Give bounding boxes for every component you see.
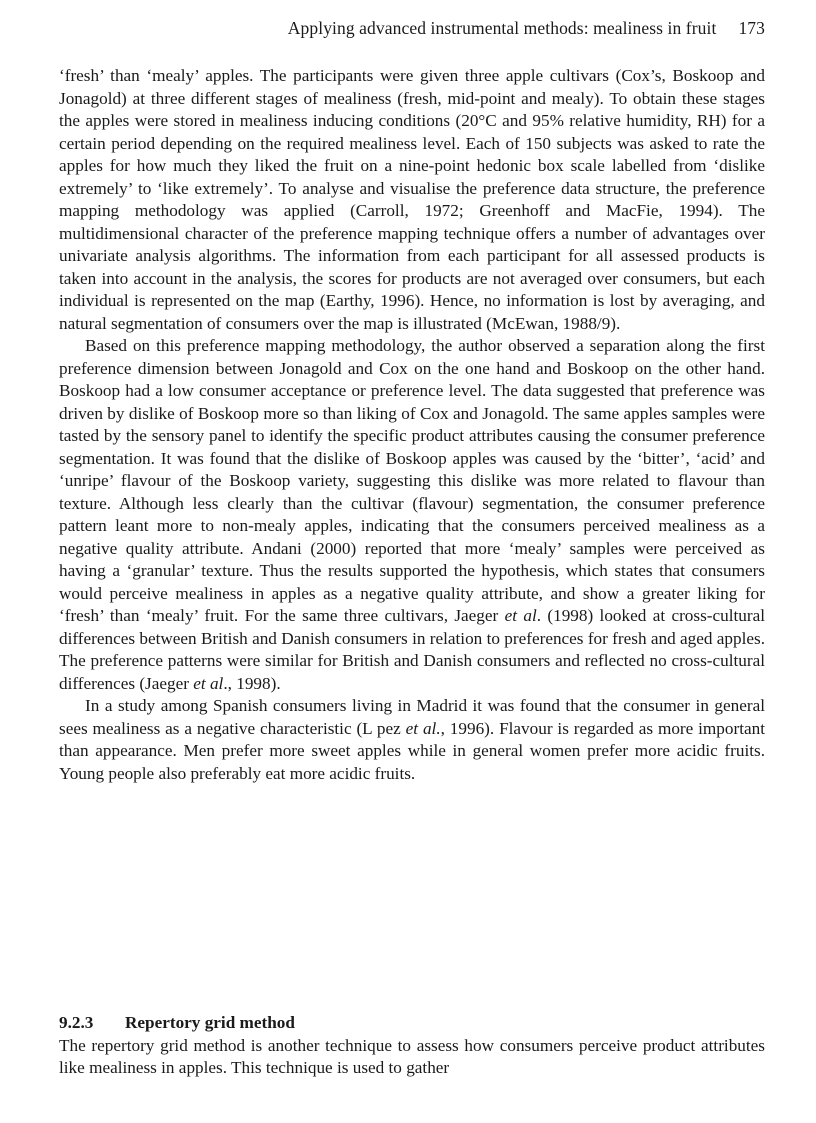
section-paragraph: The repertory grid method is another technique to assess how consumers perceive product attributes like mealiness in apples. This technique is used to gather xyxy=(59,1035,765,1077)
section-repertory-grid xyxy=(59,1012,765,1080)
italic-et-al: et al xyxy=(193,673,224,693)
paragraph-2 xyxy=(59,335,765,695)
section-heading xyxy=(59,1012,765,1035)
section-title: Repertory grid method xyxy=(125,1013,295,1032)
italic-et-al: et al xyxy=(504,606,537,625)
running-header xyxy=(288,18,765,39)
page-number: 173 xyxy=(738,18,765,38)
body-text xyxy=(59,65,765,785)
paragraph-3-text: In a study among Spanish consumers living in Madrid it was found that the consumer in general sees mealiness as a negative characteristic (L pez xyxy=(59,696,765,738)
running-title: Applying advanced instrumental methods: mealiness in fruit xyxy=(287,18,717,38)
paragraph-3-text: , 1996). Flavour is regarded as more important than appearance. Men prefer more sweet apples while in general women prefer more acidic fruits. Young people also preferably eat more acidic fruits. xyxy=(59,718,765,783)
italic-et-al: et al. xyxy=(405,718,441,738)
paragraph-2-text: Based on this preference mapping methodology, the author observed a separation along the first preference dimension between Jonagold and Cox on the one hand and Boskoop on the other hand. Boskoop had a low consumer acceptance or preference level. The data suggested that preference was driven by dislike of Boskoop more so than liking of Cox and Jonagold. The same apples samples were tasted by the sensory panel to identify the specific product attributes causing the consumer preference segmentation. It was found that the dislike of Boskoop apples was caused by the ‘bitter’, ‘acid’ and ‘unripe’ flavour of the Boskoop variety, suggesting this dislike was more related to flavour than texture. Although less clearly than the cultivar (flavour) segmentation, the consumer preference pattern leant more to non-mealy apples, indicating that the consumers perceived mealiness as a negative quality attribute. Andani (2000) reported that more ‘mealy’ samples were perceived as having a ‘granular’ texture. Thus the results supported the hypothesis, which states that consumers would perceive mealiness in apples as a negative quality attribute, and show a greater liking for ‘fresh’ than ‘mealy’ fruit. For the same three cultivars, Jaeger xyxy=(59,336,765,625)
paragraph-1 xyxy=(59,65,765,335)
paragraph-2-text: . (1998) looked at cross-cultural differences between British and Danish consumers in relation to preferences for fresh and aged apples. The preference patterns were similar for British and Danish consumers and reflected no cross-cultural differences (Jaeger xyxy=(59,606,765,693)
section-number: 9.2.3 xyxy=(59,1013,94,1032)
paragraph-3 xyxy=(59,695,765,785)
paragraph-2-text: ., 1998). xyxy=(223,673,281,693)
paragraph-1-text: ‘fresh’ than ‘mealy’ apples. The participants were given three apple cultivars (Cox’s, Boskoop and Jonagold) at three different stages of mealiness (fresh, mid-point and mealy). To obtain these stages the apples were stored in mealiness inducing conditions (20°C and 95% relative humidity, RH) for a certain period depending on the required mealiness level. Each of 150 subjects was asked to rate the apples for how much they liked the fruit on a nine-point hedonic box scale labelled from ‘dislike extremely’ to ‘like extremely’. To analyse and visualise the preference data structure, the preference mapping methodology was applied (Carroll, 1972; Greenhoff and MacFie, 1994). The multidimensional character of the preference mapping technique offers a number of advantages over univariate analysis algorithms. The information from each participant for all assessed products is taken into account in the analysis, the scores for products are not averaged over consumers, but each individual is represented on the map (Earthy, 1996). Hence, no information is lost by averaging, and natural segmentation of consumers over the map is illustrated (McEwan, 1988/9). xyxy=(59,66,765,333)
